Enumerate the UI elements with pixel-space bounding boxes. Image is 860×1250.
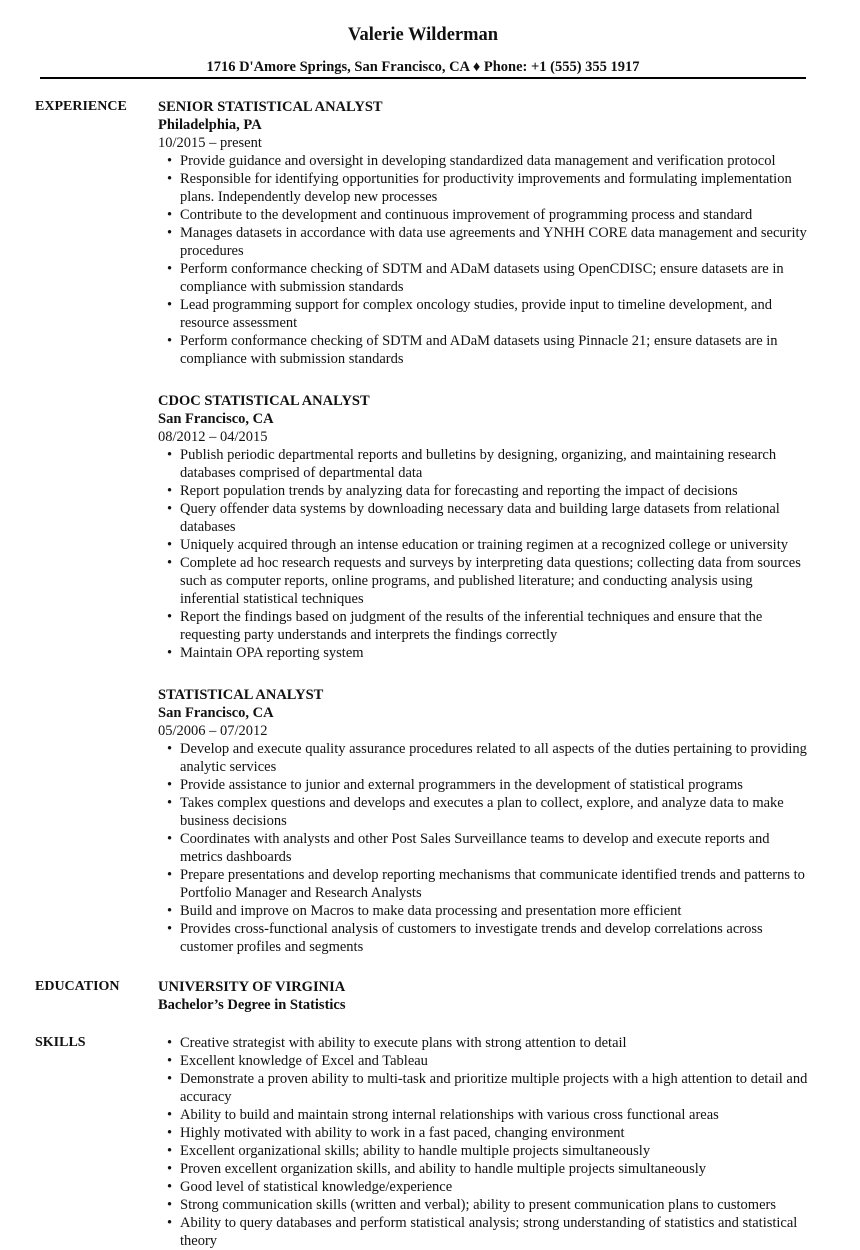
contact-info: 1716 D'Amore Springs, San Francisco, CA ♦ Phone: +1 (555) 355 1917: [206, 59, 640, 75]
bullet-item: • Perform conformance checking of SDTM and ADaM datasets using OpenCDISC; ensure datasets are in compliance with submission standards: [180, 260, 808, 296]
job-title: SENIOR STATISTICAL ANALYST: [158, 99, 383, 115]
header-divider: [40, 77, 806, 79]
job-entry: [158, 98, 808, 368]
skill-item: • Highly motivated with ability to work in a fast paced, changing environment: [180, 1124, 808, 1142]
bullet-item: • Contribute to the development and continuous improvement of programming process and standard: [180, 206, 808, 224]
bullet-item: • Perform conformance checking of SDTM and ADaM datasets using Pinnacle 21; ensure datasets are in compliance with submission standards: [180, 332, 808, 368]
bullet-item: • Lead programming support for complex oncology studies, provide input to timeline development, and resource assessment: [180, 296, 808, 332]
job-entry: [158, 686, 808, 956]
bullet-item: • Publish periodic departmental reports and bulletins by designing, organizing, and maintaining research databases comprised of departmental data: [180, 446, 808, 482]
candidate-name: Valerie Wilderman: [347, 25, 499, 45]
section-label: EXPERIENCE: [35, 99, 127, 114]
job-title: STATISTICAL ANALYST: [158, 687, 324, 703]
jobs-list: [158, 98, 808, 980]
job-location: San Francisco, CA: [158, 411, 274, 427]
skill-item: • Ability to query databases and perform statistical analysis; strong understanding of statistics and statistical theory: [180, 1214, 808, 1250]
job-location: Philadelphia, PA: [158, 117, 262, 133]
bullet-item: • Develop and execute quality assurance procedures related to all aspects of the duties pertaining to providing analytic services: [180, 740, 808, 776]
bullet-item: • Query offender data systems by downloading necessary data and building large datasets from relational databases: [180, 500, 808, 536]
job-entry: [158, 392, 808, 662]
skill-item: • Demonstrate a proven ability to multi-task and prioritize multiple projects with a high attention to detail and accuracy: [180, 1070, 808, 1106]
bullet-item: • Provide assistance to junior and external programmers in the development of statistical programs: [180, 776, 808, 794]
degree: Bachelor’s Degree in Statistics: [158, 997, 346, 1013]
skill-item: • Strong communication skills (written and verbal); ability to present communication plans to customers: [180, 1196, 808, 1214]
skill-item: • Creative strategist with ability to execute plans with strong attention to detail: [180, 1034, 808, 1052]
bullet-item: • Uniquely acquired through an intense education or training regimen at a recognized college or university: [180, 536, 808, 554]
bullet-item: • Build and improve on Macros to make data processing and presentation more efficient: [180, 902, 808, 920]
bullet-item: • Prepare presentations and develop reporting mechanisms that communicate identified trends and patterns to Portfolio Manager and Research Analysts: [180, 866, 808, 902]
job-bullets: [158, 740, 808, 956]
job-dates: 08/2012 – 04/2015: [158, 429, 268, 445]
skill-item: • Ability to build and maintain strong internal relationships with various cross functional areas: [180, 1106, 808, 1124]
skill-item: • Excellent organizational skills; ability to handle multiple projects simultaneously: [180, 1142, 808, 1160]
bullet-item: • Maintain OPA reporting system: [180, 644, 808, 662]
bullet-item: • Takes complex questions and develops and executes a plan to collect, explore, and analyze data to make business decisions: [180, 794, 808, 830]
bullet-item: • Report population trends by analyzing data for forecasting and reporting the impact of decisions: [180, 482, 808, 500]
job-bullets: [158, 152, 808, 368]
skills-list: [158, 1034, 808, 1250]
bullet-item: • Responsible for identifying opportunities for productivity improvements and formulating implementation plans. Independently develop new processes: [180, 170, 808, 206]
bullet-item: • Provides cross-functional analysis of customers to investigate trends and develop correlations across customer profiles and segments: [180, 920, 808, 956]
skill-item: • Excellent knowledge of Excel and Tableau: [180, 1052, 808, 1070]
section-label: SKILLS: [35, 1035, 86, 1050]
bullet-item: • Complete ad hoc research requests and surveys by interpreting data questions; collecting data from sources such as computer reports, online programs, and published literature; and conducting analysis using inferential statistical techniques: [180, 554, 808, 608]
job-dates: 05/2006 – 07/2012: [158, 723, 268, 739]
bullet-item: • Report the findings based on judgment of the results of the inferential techniques and ensure that the requesting party understands and interprets the findings correctly: [180, 608, 808, 644]
skill-item: • Good level of statistical knowledge/experience: [180, 1178, 808, 1196]
job-title: CDOC STATISTICAL ANALYST: [158, 393, 370, 409]
job-location: San Francisco, CA: [158, 705, 274, 721]
job-bullets: [158, 446, 808, 662]
job-dates: 10/2015 – present: [158, 135, 262, 151]
section-label: EDUCATION: [35, 979, 120, 994]
bullet-item: • Manages datasets in accordance with data use agreements and YNHH CORE data management and security procedures: [180, 224, 808, 260]
bullet-item: • Coordinates with analysts and other Post Sales Surveillance teams to develop and execute reports and metrics dashboards: [180, 830, 808, 866]
school-name: UNIVERSITY OF VIRGINIA: [158, 979, 346, 995]
skill-item: • Proven excellent organization skills, and ability to handle multiple projects simultaneously: [180, 1160, 808, 1178]
bullet-item: • Provide guidance and oversight in developing standardized data management and verification protocol: [180, 152, 808, 170]
